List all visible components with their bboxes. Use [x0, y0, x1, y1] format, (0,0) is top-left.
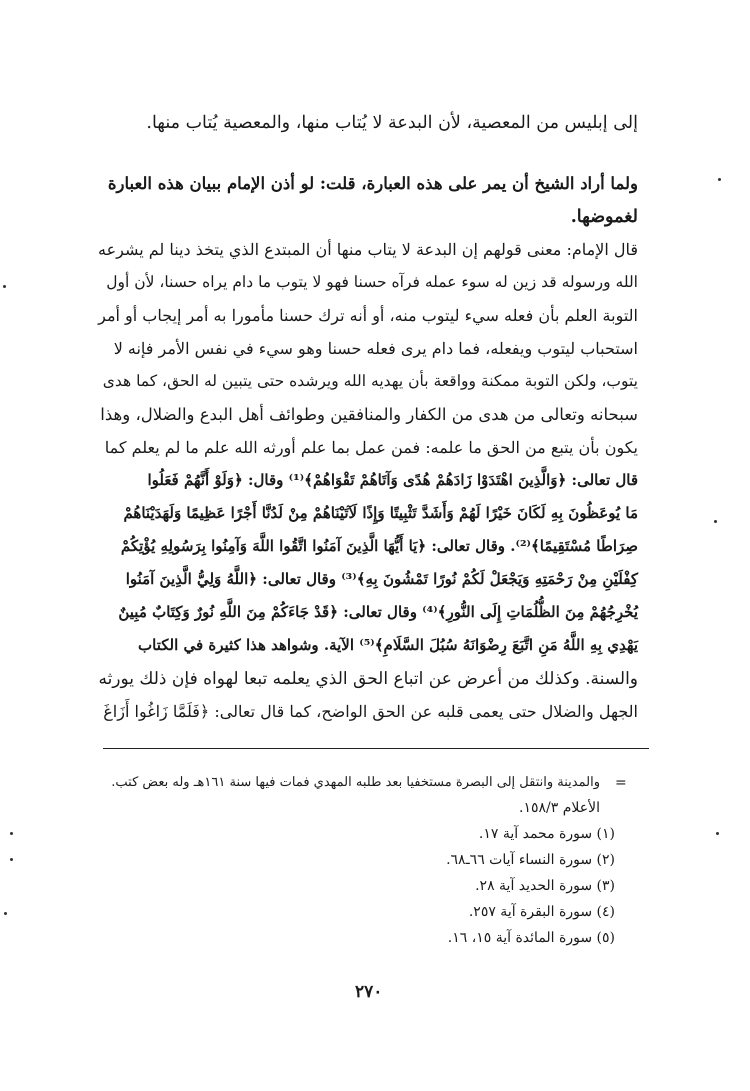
intro-line: إلى إبليس من المعصية، لأن البدعة لا يُتاب منها، والمعصية يُتاب منها. [146, 113, 638, 133]
body-line: الجهل والضلال حتى يعمى قلبه عن الحق الواضح، كما قال تعالى: ﴿فَلَمَّا زَاغُوا أَزَاغَ [103, 702, 638, 721]
body-line: استحباب ليتوب ويفعله، فما دام يرى فعله حسنا وهو سيء في نفس الأمر فإنه لا [113, 339, 638, 358]
footnote-line: الأعلام ١٥٨/٣. [519, 800, 600, 816]
footnote-line: (٣) سورة الحديد آية ٢٨. [475, 878, 615, 894]
quran-line: صِرَاطًا مُسْتَقِيمًا﴾⁽²⁾. وقال تعالى: ﴿يَا أَيُّهَا الَّذِينَ آمَنُوا اتَّقُوا اللَّهَ وَآمِنُوا بِرَسُولِهِ يُؤْتِكُمْ [120, 537, 638, 555]
scan-speck [10, 832, 13, 835]
footnote-line: (١) سورة محمد آية ١٧. [478, 826, 615, 842]
scan-speck [714, 520, 717, 523]
footnote-line: (٥) سورة المائدة آية ١٥، ١٦. [447, 930, 615, 946]
quran-line: يَهْدِي بِهِ اللَّهُ مَنِ اتَّبَعَ رِضْوَانَهُ سُبُلَ السَّلَامِ﴾⁽⁵⁾ الآية. وشواهد هذا كثيرة في الكتاب [138, 636, 638, 654]
scan-speck [3, 285, 6, 288]
scan-speck [10, 858, 13, 861]
question-heading-line-1: ولما أراد الشيخ أن يمر على هذه العبارة، قلت: لو أذن الإمام ببيان هذه العبارة [107, 174, 638, 193]
footnote-line: (٢) سورة النساء آيات ٦٦ـ٦٨. [446, 852, 615, 868]
quran-line: كِفْلَيْنِ مِنْ رَحْمَتِهِ وَيَجْعَلْ لَكُمْ نُورًا تَمْشُونَ بِهِ﴾⁽³⁾ وقال تعالى: ﴿اللَّهُ وَلِيُّ الَّذِينَ آمَنُوا [125, 570, 638, 588]
question-heading-line-2: لغموضها. [570, 207, 638, 227]
footnote-line: والمدينة وانتقل إلى البصرة مستخفيا بعد طلبه المهدي فمات فيها سنة ١٦١هـ وله بعض كتب. [111, 775, 600, 790]
body-line: يكون بأن يتبع من الحق ما علمه: فمن عمل بما علم أورثه الله علم ما لم يعلم كما [104, 438, 638, 457]
scan-speck [716, 832, 719, 835]
quran-line: يُخْرِجُهُمْ مِنَ الظُّلُمَاتِ إِلَى النُّورِ﴾⁽⁴⁾ وقال تعالى: ﴿قَدْ جَاءَكُمْ مِنَ اللَّهِ نُورٌ وَكِتَابٌ مُبِينٌ [118, 603, 638, 621]
body-line: والسنة. وكذلك من أعرض عن اتباع الحق الذي يعلمه تبعا لهواه فإن ذلك يورثه [98, 669, 638, 689]
quran-line: قال تعالى: ﴿وَالَّذِينَ اهْتَدَوْا زَادَهُمْ هُدًى وَآتَاهُمْ تَقْوَاهُمْ﴾⁽¹⁾ وقال: ﴿وَلَوْ أَنَّهُمْ فَعَلُوا [147, 471, 638, 489]
page-number: ٢٧٠ [355, 982, 383, 1002]
footnote-divider [103, 748, 649, 749]
body-line: يتوب، ولكن التوبة ممكنة وواقعة بأن يهديه الله ويرشده حتى يتبين له الحق، كما هدى [102, 372, 638, 390]
body-line: الله ورسوله قد زين له سوء عمله فرآه حسنا فهو لا يتوب ما دام يراه حسنا، لأن أول [106, 273, 638, 291]
body-line: قال الإمام: معنى قولهم إن البدعة لا يتاب منها أن المبتدع الذي يتخذ دينا لم يشرعه [98, 240, 638, 259]
footnote-continuation-mark: = [615, 775, 627, 791]
footnote-line: (٤) سورة البقرة آية ٢٥٧. [468, 904, 615, 920]
quran-line: مَا يُوعَظُونَ بِهِ لَكَانَ خَيْرًا لَهُمْ وَأَشَدَّ تَثْبِيتًا وَإِذًا لَآتَيْنَاهُمْ مِنْ لَدُنَّا أَجْرًا عَظِيمًا وَلَهَدَيْنَاهُمْ [123, 504, 638, 522]
body-line: سبحانه وتعالى من هدى من الكفار والمنافقين وطوائف أهل البدع والضلال، وهذا [100, 405, 638, 424]
scan-speck [718, 178, 721, 181]
scan-speck [4, 912, 7, 915]
body-line: التوبة العلم بأن فعله سيء ليتوب منه، أو أنه ترك حسنا مأمورا به أمر إيجاب أو أمر [98, 306, 638, 325]
